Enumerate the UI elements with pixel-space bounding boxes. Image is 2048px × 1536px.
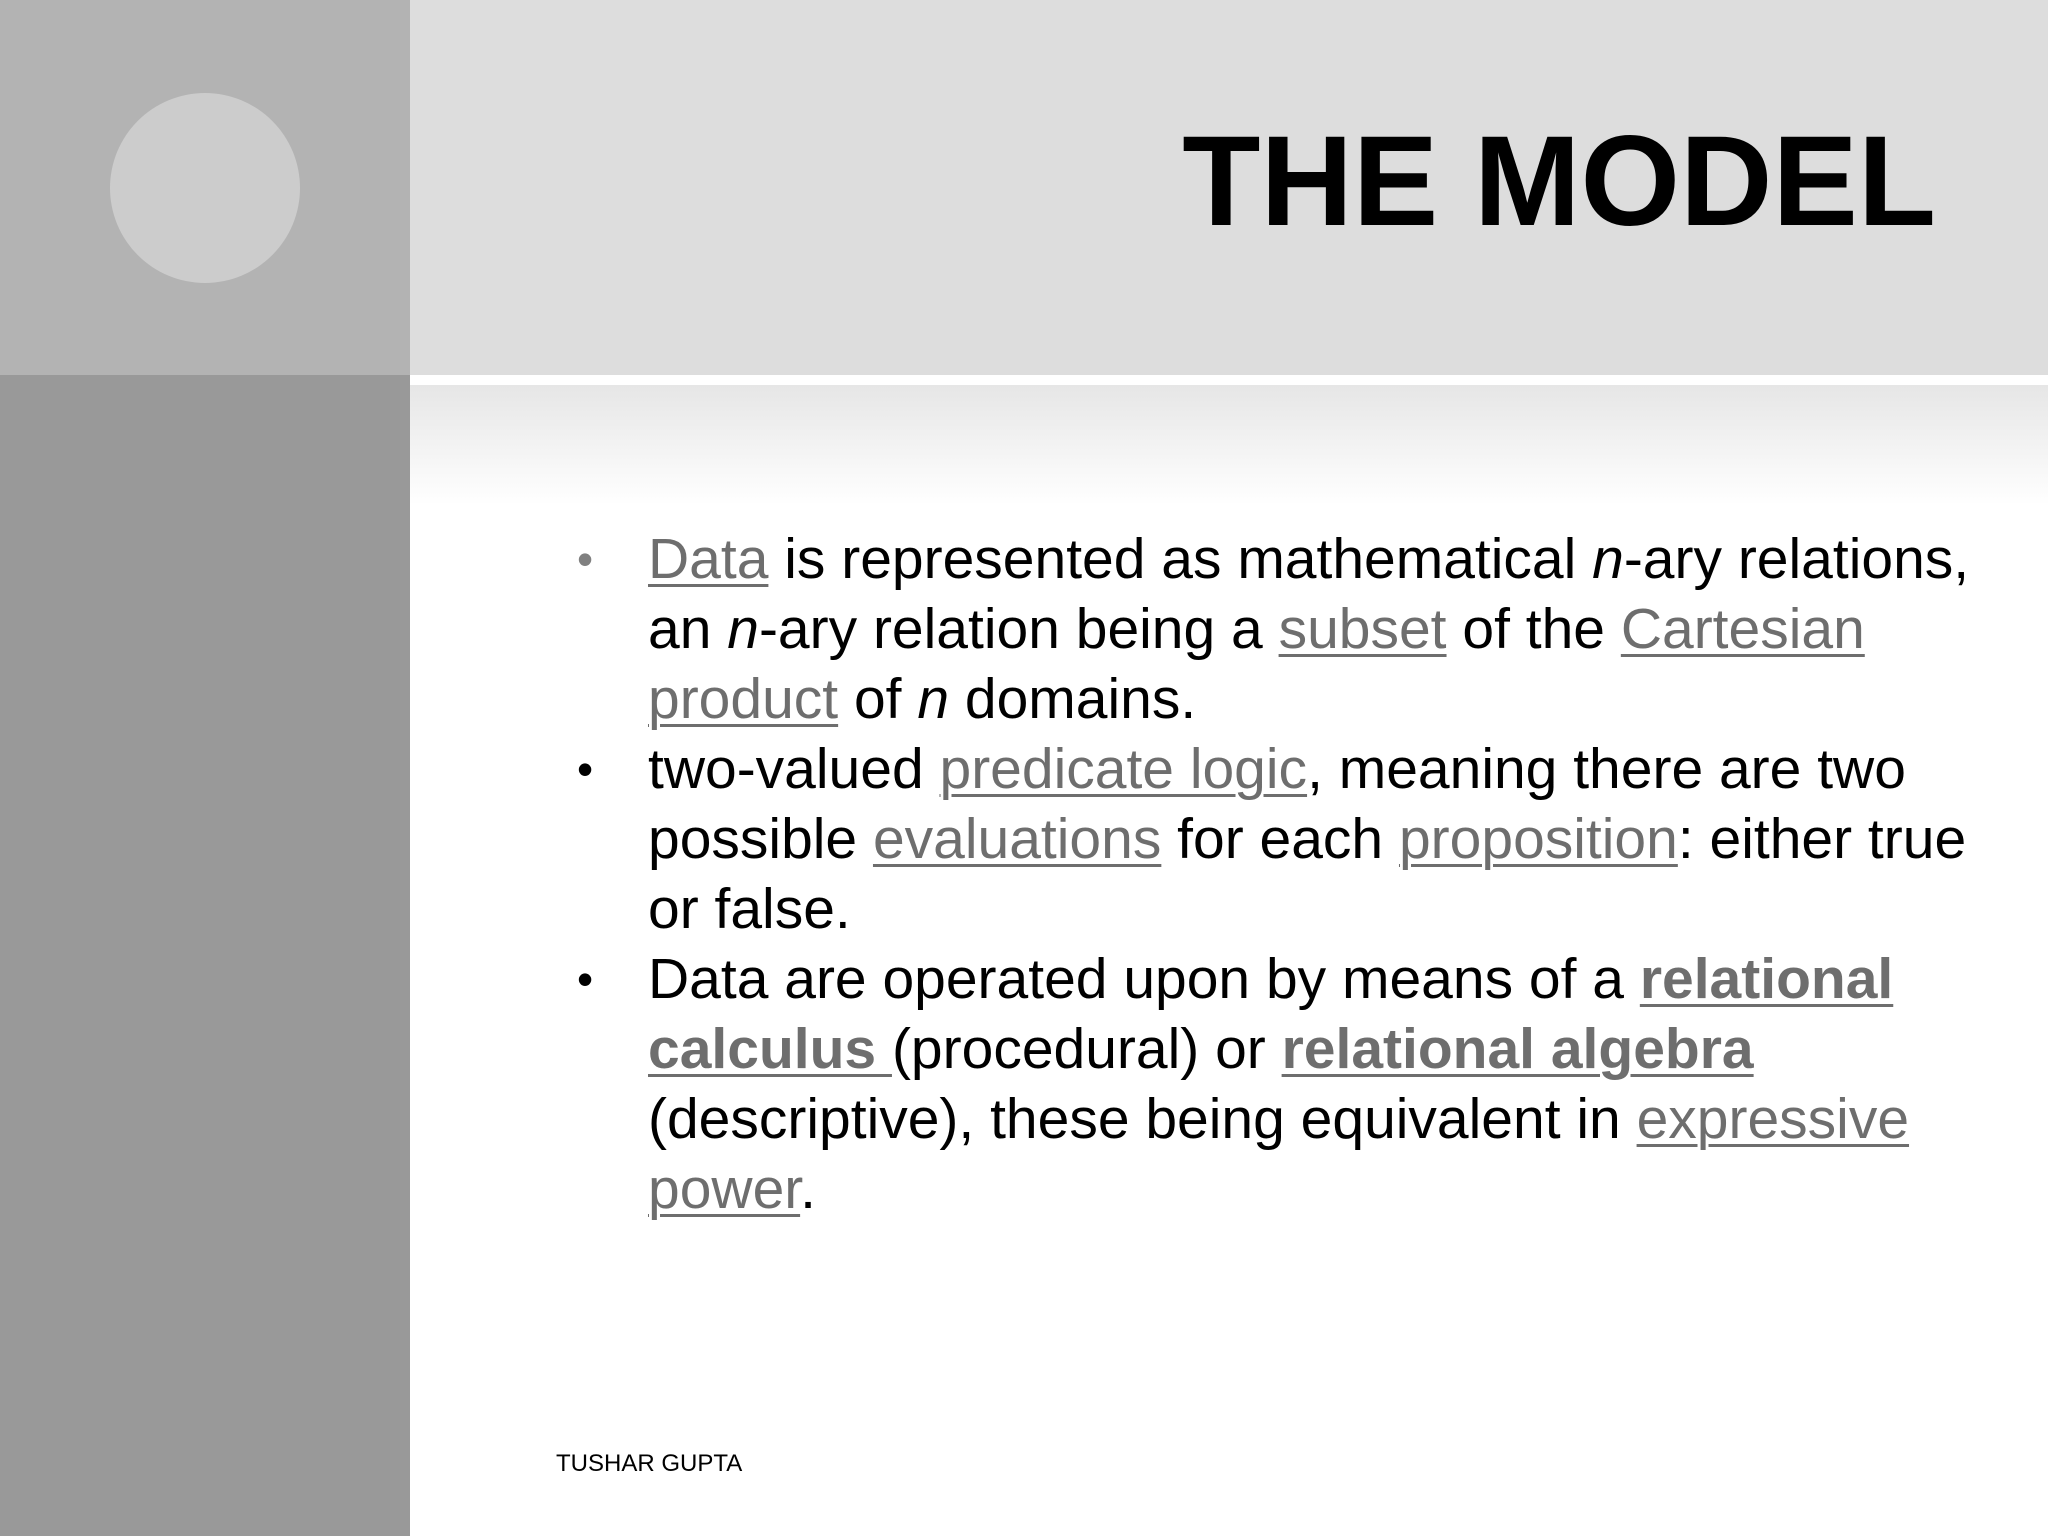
body-text: , meaning there are two possible bbox=[648, 737, 1906, 871]
italic-text: n bbox=[1592, 527, 1624, 591]
body-text: is represented as mathematical bbox=[768, 527, 1593, 591]
hyperlink[interactable]: Data bbox=[648, 527, 769, 591]
hyperlink[interactable]: predicate logic bbox=[939, 737, 1308, 801]
italic-text: n bbox=[917, 667, 950, 731]
body-text: two-valued bbox=[648, 737, 940, 801]
hyperlink[interactable]: expressive power bbox=[648, 1087, 1910, 1221]
hyperlink[interactable]: relational algebra bbox=[1281, 1017, 1754, 1081]
body-text: of bbox=[838, 667, 918, 731]
decorative-circle bbox=[110, 93, 300, 283]
body-text: Data are operated upon by means of a bbox=[648, 947, 1640, 1011]
body-text: domains. bbox=[949, 667, 1197, 731]
header-separator bbox=[410, 375, 2048, 385]
bullet-item bbox=[575, 734, 1975, 944]
body-text: (procedural) or bbox=[891, 1017, 1282, 1081]
hyperlink[interactable]: subset bbox=[1278, 597, 1447, 661]
italic-text: n bbox=[727, 597, 759, 661]
body-text: : either true or false. bbox=[648, 807, 1967, 941]
header-shadow-gradient bbox=[410, 385, 2048, 505]
bullet-item bbox=[575, 524, 1975, 734]
left-panel-bottom bbox=[0, 375, 410, 1536]
hyperlink[interactable]: Cartesian product bbox=[648, 597, 1865, 731]
body-text: -ary relation being a bbox=[758, 597, 1279, 661]
body-text: (descriptive), these being equivalent in bbox=[648, 1087, 1637, 1151]
body-text: for each bbox=[1161, 807, 1399, 871]
hyperlink[interactable]: evaluations bbox=[872, 807, 1162, 871]
slide-footer: TUSHAR GUPTA bbox=[556, 1450, 743, 1477]
bullet-item bbox=[575, 944, 1975, 1224]
body-text: -ary relations, an bbox=[648, 527, 1970, 661]
body-text: of the bbox=[1446, 597, 1621, 661]
hyperlink[interactable]: proposition bbox=[1398, 807, 1678, 871]
slide-title: THE MODEL bbox=[1182, 110, 1936, 253]
body-text: . bbox=[800, 1157, 816, 1221]
hyperlink[interactable]: relational calculus bbox=[648, 947, 1894, 1081]
bullet-list bbox=[575, 524, 1975, 1224]
